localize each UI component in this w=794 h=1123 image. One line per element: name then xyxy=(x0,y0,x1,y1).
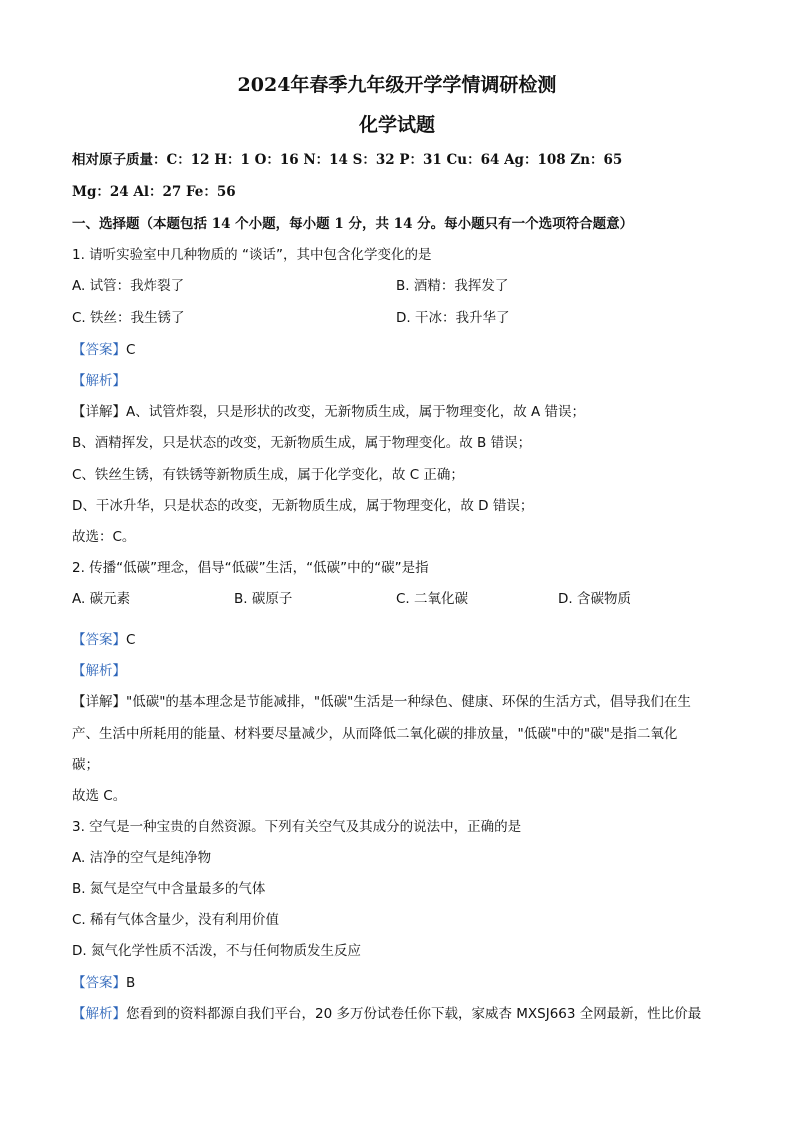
question-1-detail-4: D、干冰升华，只是状态的改变，无新物质生成，属于物理变化，故 D 错误； xyxy=(72,498,534,514)
question-3-analysis xyxy=(72,1004,734,1024)
question-2-conclusion: 故选 C。 xyxy=(72,788,127,804)
question-2-option-b: B. 碳原子 xyxy=(234,591,293,607)
detail-text: A、试管炸裂，只是形状的改变，无新物质生成，属于物理变化，故 A 错误； xyxy=(126,404,586,420)
answer-tag: 【答案】 xyxy=(72,975,126,991)
answer-tag: 【答案】 xyxy=(72,632,126,648)
analysis-tag: 【解析】 xyxy=(72,1006,126,1022)
question-1-detail-3: C、铁丝生锈，有铁锈等新物质生成，属于化学变化，故 C 正确； xyxy=(72,467,464,483)
detail-tag: 【详解】 xyxy=(72,404,126,420)
analysis-text: 您看到的资料都源自我们平台，20 多万份试卷任你下载，家威杏 MXSJ663 全网最新，性比价最 xyxy=(126,1006,702,1022)
question-3-option-c: C. 稀有气体含量少，没有利用价值 xyxy=(72,912,280,928)
atomic-masses-line-1: 相对原子质量：C：12 H：1 O：16 N：14 S：32 P：31 Cu：64 Ag：108 Zn：65 xyxy=(72,152,623,168)
atomic-masses-line-2: Mg：24 Al：27 Fe：56 xyxy=(72,184,236,200)
question-3-stem: 3. 空气是一种宝贵的自然资源。下列有关空气及其成分的说法中，正确的是 xyxy=(72,819,522,835)
detail-tag: 【详解】 xyxy=(72,694,126,710)
question-2-detail-2: 产、生活中所耗用的能量、材料要尽量减少，从而降低二氧化碳的排放量，"低碳"中的"碳"是指二氧化 xyxy=(72,726,678,742)
question-1-options-row-2 xyxy=(72,308,734,328)
question-3-option-d: D. 氮气化学性质不活泼，不与任何物质发生反应 xyxy=(72,943,361,959)
question-1-option-c: C. 铁丝：我生锈了 xyxy=(72,310,185,326)
question-2-option-d: D. 含碳物质 xyxy=(558,591,631,607)
question-2-stem: 2. 传播“低碳”理念，倡导“低碳”生活，“低碳”中的“碳”是指 xyxy=(72,560,429,576)
question-1-option-a: A. 试管：我炸裂了 xyxy=(72,278,185,294)
question-2-detail-3: 碳； xyxy=(72,757,99,773)
question-1-option-d: D. 干冰：我升华了 xyxy=(396,310,510,326)
section-heading: 一、选择题（本题包括 14 个小题，每小题 1 分，共 14 分。每小题只有一个选项符合题意） xyxy=(72,216,634,232)
question-1-options-row-1 xyxy=(72,276,734,296)
exam-subtitle: 化学试题 xyxy=(358,114,435,136)
answer-value: C xyxy=(126,632,136,648)
question-3-option-a: A. 洁净的空气是纯净物 xyxy=(72,850,212,866)
question-3-option-b: B. 氮气是空气中含量最多的气体 xyxy=(72,881,266,897)
answer-value: C xyxy=(126,342,136,358)
answer-tag: 【答案】 xyxy=(72,342,126,358)
detail-text: "低碳"的基本理念是节能减排，"低碳"生活是一种绿色、健康、环保的生活方式，倡导我们在生 xyxy=(126,694,691,710)
question-3-answer xyxy=(72,973,734,993)
question-2-answer xyxy=(72,630,734,650)
question-1-option-b: B. 酒精：我挥发了 xyxy=(396,278,509,294)
question-2-options-row xyxy=(72,589,734,609)
question-2-option-c: C. 二氧化碳 xyxy=(396,591,469,607)
question-2-analysis-tag: 【解析】 xyxy=(72,663,126,679)
question-1-detail-2: B、酒精挥发，只是状态的改变，无新物质生成，属于物理变化。故 B 错误； xyxy=(72,435,532,451)
question-1-conclusion: 故选：C。 xyxy=(72,529,136,545)
question-1-analysis-tag: 【解析】 xyxy=(72,373,126,389)
question-1-stem: 1. 请听实验室中几种物质的 “谈话”，其中包含化学变化的是 xyxy=(72,247,432,263)
question-2-option-a: A. 碳元素 xyxy=(72,591,131,607)
question-2-detail-1 xyxy=(72,692,734,712)
question-1-answer xyxy=(72,340,734,360)
answer-value: B xyxy=(126,975,136,991)
question-1-detail-1 xyxy=(72,402,734,422)
exam-title: 2024年春季九年级开学学情调研检测 xyxy=(237,74,557,96)
